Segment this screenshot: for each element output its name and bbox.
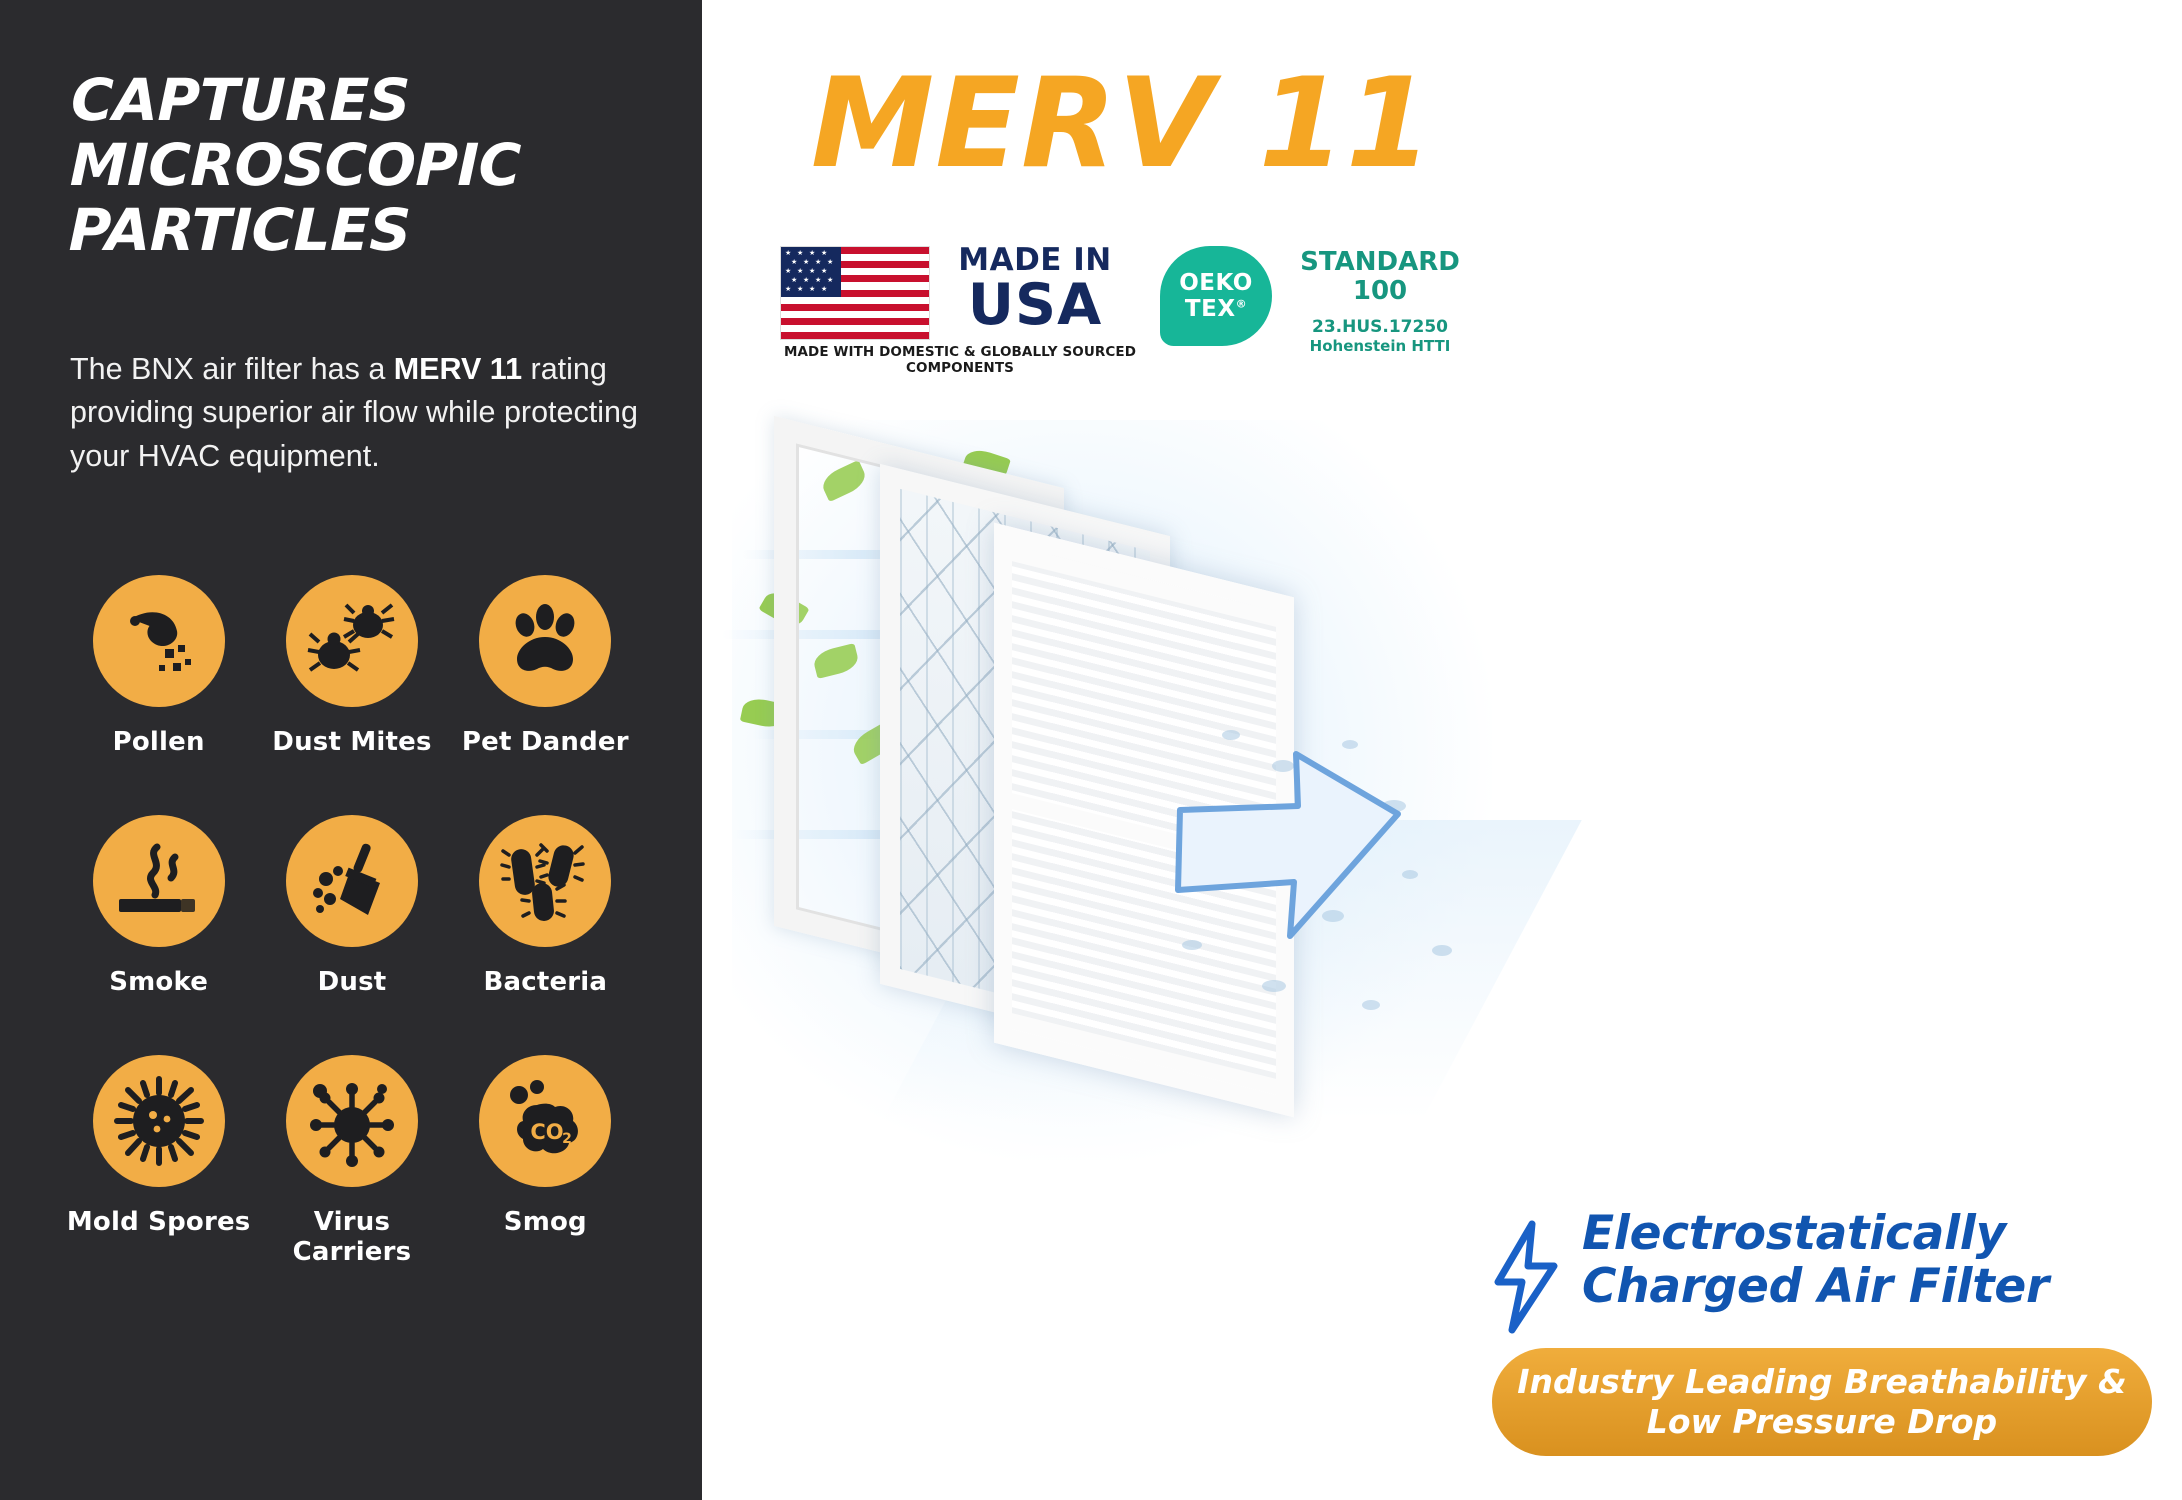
- standard-label: STANDARD: [1300, 247, 1460, 277]
- tex-line: TEX: [1184, 296, 1236, 322]
- standard-number: 100: [1352, 275, 1408, 306]
- registered-mark: ®: [1235, 297, 1248, 311]
- pet-dander-icon: [479, 575, 611, 707]
- oeko-standard-info: [1280, 248, 1480, 355]
- certificate-number: 23.HUS.17250: [1312, 317, 1448, 338]
- made-in-usa-badge: [940, 242, 1130, 338]
- particle-label: Pollen: [112, 727, 205, 757]
- smog-icon: [479, 1055, 611, 1187]
- left-panel: [0, 0, 702, 1500]
- description-paragraph: [70, 348, 670, 478]
- electrostatic-headline: [1582, 1208, 2182, 1313]
- page-title: [68, 68, 671, 263]
- particle-label: Dust Mites: [272, 727, 432, 757]
- headline-line-3: PARTICLES: [68, 195, 412, 264]
- electrostatic-line-2: Charged Air Filter: [1582, 1258, 2049, 1314]
- captured-particles-grid: [62, 575, 642, 1295]
- particle-label: Smog: [503, 1207, 587, 1237]
- dust-icon: [286, 815, 418, 947]
- virus-carriers-icon: [286, 1055, 418, 1187]
- particle-item-bacteria: [449, 815, 642, 1055]
- particle-label: Pet Dander: [461, 727, 629, 757]
- particle-label: Bacteria: [483, 967, 608, 997]
- oeko-tex-badge: [1160, 246, 1272, 346]
- description-emphasis: MERV 11: [393, 352, 523, 386]
- particle-item-dust-mites: [255, 575, 448, 815]
- dust-mites-icon: [286, 575, 418, 707]
- electrostatic-line-1: Electrostatically: [1582, 1206, 2006, 1261]
- headline-line-2: MICROSCOPIC: [69, 130, 522, 199]
- particle-dot: [1362, 1000, 1380, 1010]
- particle-item-smog: [449, 1055, 642, 1295]
- usa-flag-icon: ★ ★ ★ ★ ★ ★ ★ ★ ★ ★ ★ ★ ★ ★ ★ ★ ★ ★ ★ ★: [780, 246, 930, 340]
- particle-item-pollen: [62, 575, 255, 815]
- usa-line: USA: [967, 272, 1103, 338]
- particle-item-smoke: [62, 815, 255, 1055]
- description-after: rating providing superior air flow while protecting your HVAC equipment.: [70, 352, 638, 473]
- breathability-banner: [1492, 1348, 2152, 1456]
- bacteria-icon: [479, 815, 611, 947]
- particle-item-dust: [255, 815, 448, 1055]
- particle-dot: [1262, 980, 1286, 992]
- institute-name: Hohenstein HTTI: [1309, 337, 1451, 356]
- particle-item-virus-carriers: [255, 1055, 448, 1295]
- merv-rating-title: MERV 11: [810, 52, 1434, 196]
- made-in-usa-disclaimer: MADE WITH DOMESTIC & GLOBALLY SOURCED COMPONENTS: [783, 344, 1137, 376]
- svg-text:CO: CO: [530, 1120, 564, 1144]
- headline-line-1: CAPTURES: [70, 66, 411, 134]
- certification-badges: [780, 238, 1480, 376]
- right-panel: [702, 0, 2127, 1500]
- made-in-line: MADE IN: [958, 242, 1112, 278]
- svg-text:2: 2: [562, 1131, 573, 1147]
- oeko-line: OEKO: [1179, 270, 1253, 296]
- lightning-bolt-icon: [1492, 1222, 1562, 1332]
- smoke-icon: [93, 815, 225, 947]
- airflow-arrow-icon: [1172, 740, 1402, 950]
- particle-label: Dust: [317, 967, 387, 997]
- particle-label: Virus Carriers: [292, 1207, 412, 1267]
- product-illustration: [702, 400, 1500, 1200]
- particle-dot: [1432, 945, 1452, 956]
- banner-line-1: Industry Leading Breathability &: [1517, 1361, 2127, 1401]
- mold-spores-icon: [93, 1055, 225, 1187]
- description-before: The BNX air filter has a: [70, 352, 394, 386]
- banner-line-2: Low Pressure Drop: [1646, 1402, 1998, 1441]
- particle-label: Mold Spores: [66, 1207, 251, 1237]
- pollen-icon: [93, 575, 225, 707]
- particle-dot: [1402, 870, 1418, 879]
- particle-item-pet-dander: [449, 575, 642, 815]
- particle-label: Smoke: [109, 967, 209, 997]
- particle-item-mold-spores: [62, 1055, 255, 1295]
- particle-dot: [1222, 730, 1240, 740]
